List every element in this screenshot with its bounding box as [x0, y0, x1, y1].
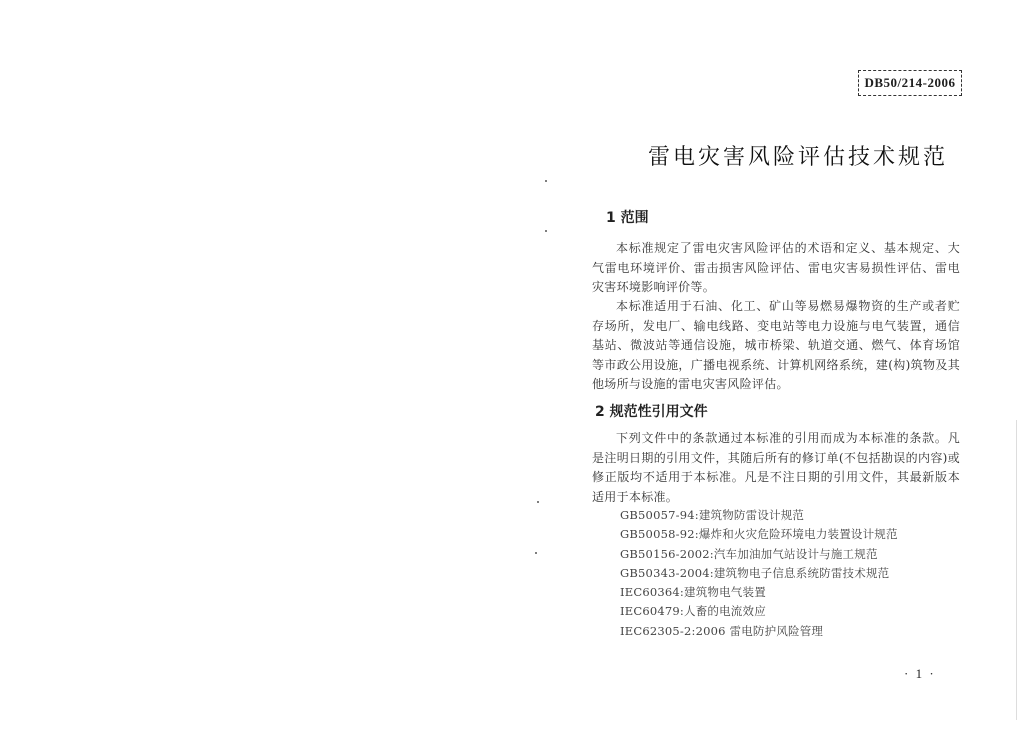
scan-edge-line	[1016, 420, 1017, 720]
reference-item: IEC62305-2:2006 雷电防护风险管理	[620, 623, 824, 638]
document-title: 雷电灾害风险评估技术规范	[648, 145, 949, 170]
scan-speck	[537, 501, 539, 503]
scan-speck	[545, 180, 547, 182]
scan-speck	[545, 230, 547, 232]
page-number: · 1 ·	[904, 666, 936, 681]
reference-item: GB50057-94:建筑物防雷设计规范	[620, 508, 805, 522]
reference-item: GB50343-2004:建筑物电子信息系统防雷技术规范	[620, 565, 890, 580]
standard-code-box: DB50/214-2006	[858, 70, 962, 96]
section-2-heading: 2 规范性引用文件	[595, 404, 708, 420]
scan-speck	[535, 552, 537, 554]
section-1-heading: 1 范围	[606, 210, 649, 226]
normative-reference-list	[620, 506, 898, 641]
section-1-paragraph-1: 本标准规定了雷电灾害风险评估的术语和定义、基本规定、大气雷电环境评价、雷击损害风险评估、雷电灾害易损性评估、雷电灾害环境影响评价等。	[592, 241, 960, 294]
section-1-paragraph-2: 本标准适用于石油、化工、矿山等易燃易爆物资的生产或者贮存场所，发电厂、输电线路、变电站等电力设施与电气装置，通信基站、微波站等通信设施，城市桥梁、轨道交通、燃气、体育场馆等市政公用设施，广播电视系统、计算机网络系统，建(构)筑物及其他场所与设施的雷电灾害风险评估。	[592, 299, 960, 391]
section-2-paragraph-1: 下列文件中的条款通过本标准的引用而成为本标准的条款。凡是注明日期的引用文件，其随后所有的修订单(不包括勘误的内容)或修正版均不适用于本标准。凡是不注日期的引用文件，其最新版本适用于本标准。	[592, 431, 960, 504]
reference-item: IEC60364:建筑物电气装置	[620, 585, 766, 600]
reference-item: GB50156-2002:汽车加油加气站设计与施工规范	[620, 546, 878, 561]
reference-item: GB50058-92:爆炸和火灾危险环境电力装置设计规范	[620, 527, 898, 542]
reference-item: IEC60479:人畜的电流效应	[620, 604, 766, 619]
